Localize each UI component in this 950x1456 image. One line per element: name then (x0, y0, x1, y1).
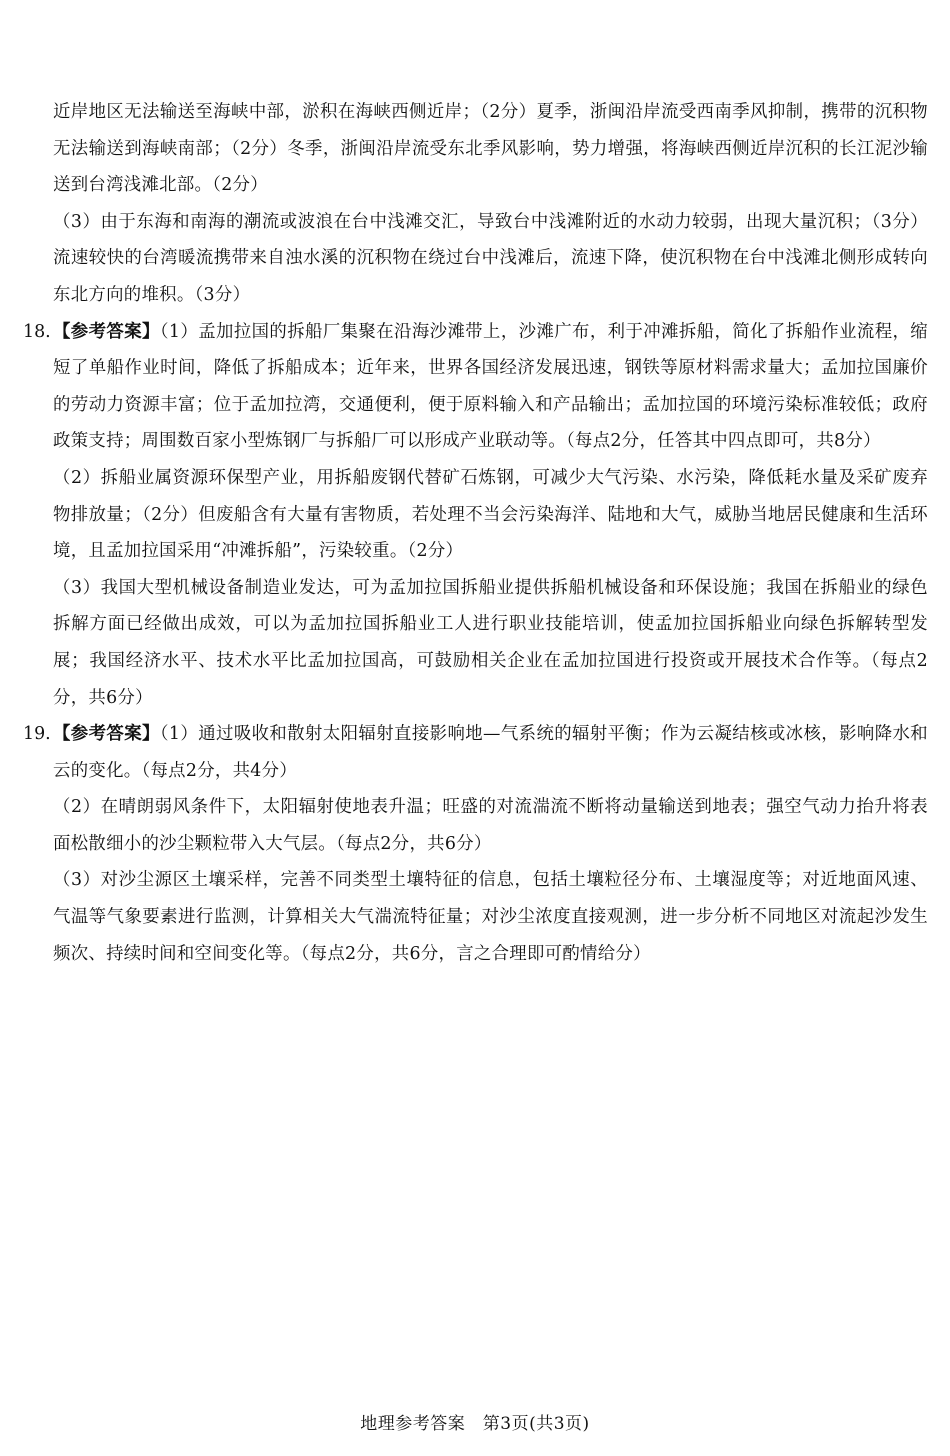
question-19-answer (23, 716, 928, 972)
answer-tag: 【参考答案】 (53, 321, 160, 342)
q19-part1-text: （1）通过吸收和散射太阳辐射直接影响地—气系统的辐射平衡；作为云凝结核或冰核，影响降水和云的变化。（每点2分，共4分） (53, 724, 928, 781)
q18-part2: （2）拆船业属资源环保型产业，用拆船废钢代替矿石炼钢，可减少大气污染、水污染，降低耗水量及采矿废弃物排放量；（2分）但废船含有大量有害物质，若处理不当会污染海洋、陆地和大气，威胁当地居民健康和生活环境，且孟加拉国采用“冲滩拆船”，污染较重。（2分） (53, 467, 928, 562)
question-18-answer (23, 314, 928, 717)
answer-content (23, 94, 928, 972)
q17-part3: （3）由于东海和南海的潮流或波浪在台中浅滩交汇，导致台中浅滩附近的水动力较弱，出现大量沉积；（3分）流速较快的台湾暖流携带来自浊水溪的沉积物在绕过台中浅滩后，流速下降，使沉积物在台中浅滩北侧形成转向东北方向的堆积。（3分） (53, 211, 928, 305)
answer-tag: 【参考答案】 (53, 724, 160, 745)
q18-part1-text: （1）孟加拉国的拆船厂集聚在沿海沙滩带上，沙滩广布，利于冲滩拆船，简化了拆船作业流程，缩短了单船作业时间，降低了拆船成本；近年来，世界各国经济发展迅速，钢铁等原材料需求量大；孟加拉国廉价的劳动力资源丰富；位于孟加拉湾，交通便利，便于原料输入和产品输出；孟加拉国的环境污染标准较低；政府政策支持；周围数百家小型炼钢厂与拆船厂可以形成产业联动等。（每点2分，任答其中四点即可，共8分） (53, 321, 928, 452)
q18-part3: （3）我国大型机械设备制造业发达，可为孟加拉国拆船业提供拆船机械设备和环保设施；我国在拆船业的绿色拆解方面已经做出成效，可以为孟加拉国拆船业工人进行职业技能培训，使孟加拉国拆船业向绿色拆解转型发展；我国经济水平、技术水平比孟加拉国高，可鼓励相关企业在孟加拉国进行投资或开展技术合作等。（每点2分，共6分） (53, 577, 928, 708)
q19-part2: （2）在晴朗弱风条件下，太阳辐射使地表升温；旺盛的对流湍流不断将动量输送到地表；强空气动力抬升将表面松散细小的沙尘颗粒带入大气层。（每点2分，共6分） (53, 797, 928, 854)
q17-part2-continued: 近岸地区无法输送至海峡中部，淤积在海峡西侧近岸；（2分）夏季，浙闽沿岸流受西南季风抑制，携带的沉积物无法输送到海峡南部；（2分）冬季，浙闽沿岸流受东北季风影响，势力增强，将海峡西侧近岸沉积的长江泥沙输送到台湾浅滩北部。（2分） (53, 102, 928, 196)
q19-part3: （3）对沙尘源区土壤采样，完善不同类型土壤特征的信息，包括土壤粒径分布、土壤湿度等；对近地面风速、气温等气象要素进行监测，计算相关大气湍流特征量；对沙尘浓度直接观测，进一步分析不同地区对流起沙发生频次、持续时间和空间变化等。（每点2分，共6分，言之合理即可酌情给分） (53, 870, 928, 964)
question-number: 18. (23, 321, 51, 342)
question-number: 19. (23, 724, 51, 745)
q19-part1 (53, 716, 928, 789)
page-footer: 地理参考答案 第3页(共3页) (360, 1414, 590, 1434)
q18-part1 (53, 314, 928, 460)
